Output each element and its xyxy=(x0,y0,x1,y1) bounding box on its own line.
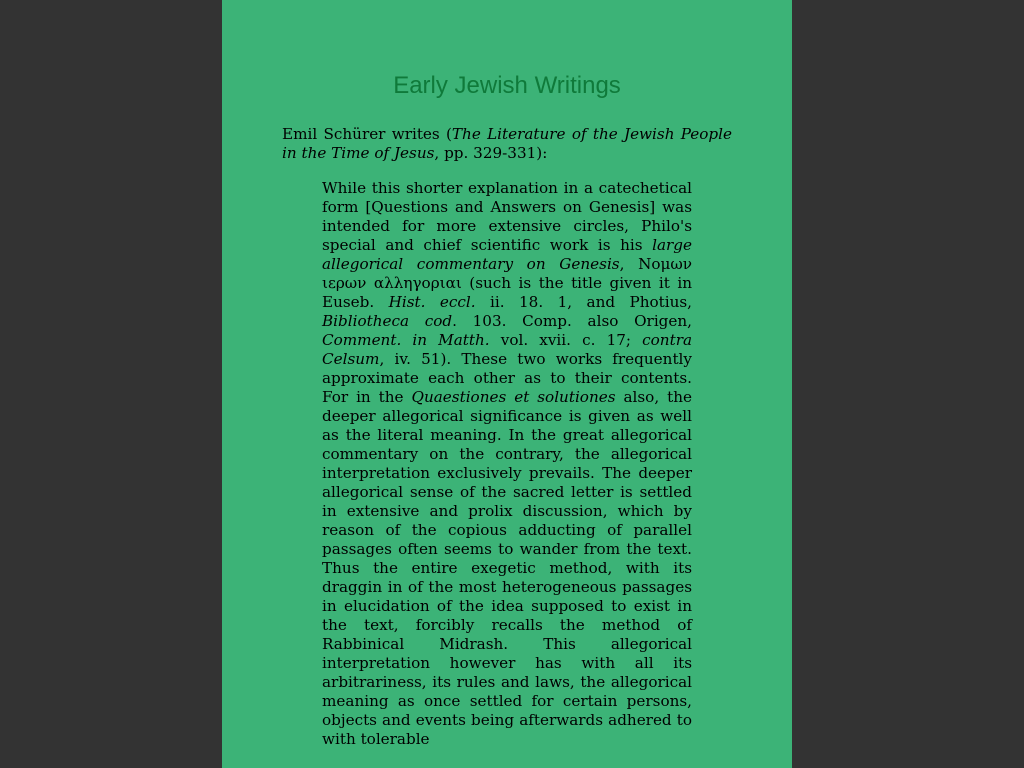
quote-italic: Bibliotheca cod xyxy=(322,312,453,330)
quote-text: . 103. Comp. also Origen, xyxy=(452,312,692,330)
page-content xyxy=(222,0,792,768)
quote-italic: Comment. in Matth. xyxy=(322,331,490,349)
quote-italic: large allegorical commentary on Genesis xyxy=(322,236,692,273)
quote-italic: contra Celsum xyxy=(322,331,693,368)
quote-text: While this shorter explanation in a catechetical form [Questions and Answers on Genesis] was intended for more extensive circles, Philo's special and chief scientific work is his xyxy=(322,179,692,254)
site-title: Early Jewish Writings xyxy=(393,72,621,99)
quote-italic: Quaestiones et solutiones xyxy=(411,388,616,406)
quote-text: , iv. 51). These two works frequently approximate each other as to their contents. For in the xyxy=(322,350,692,406)
quotation-block xyxy=(322,179,692,749)
book-title: The Literature of the Jewish People in the Time of Jesus xyxy=(282,125,732,162)
quote-text: also, the deeper allegorical significance is given as well as the literal meaning. In the great allegorical commentary on the contrary, the allegorical interpretation exclusively prevails. The deeper allegorical sense of the sacred letter is settled in extensive and prolix discussion, which by reason of the copious adducting of parallel passages often seems to wander from the text. Thus the entire exegetic method, with its draggin in of the most heterogeneous passages in elucidation of the idea supposed to exist in the text, forcibly recalls the method of Rabbinical Midrash. This allegorical interpretation however has with all its arbitrariness, its rules and laws, the allegorical meaning as once settled for certain persons, objects and events being afterwards adhered to with tolerable xyxy=(322,388,692,748)
quote-text: ii. 18. 1, and Photius, xyxy=(475,293,693,311)
intro-text: Emil Schürer writes ( xyxy=(282,125,452,143)
quote-text: vol. xvii. c. 17; xyxy=(489,331,643,349)
intro-paragraph xyxy=(282,125,732,163)
quote-italic: Hist. eccl. xyxy=(388,293,476,311)
intro-text-citation: , pp. 329-331): xyxy=(434,144,548,162)
quote-text: , Νομων ιερων αλληγοριαι (such is the title given it in Euseb. xyxy=(322,255,692,311)
